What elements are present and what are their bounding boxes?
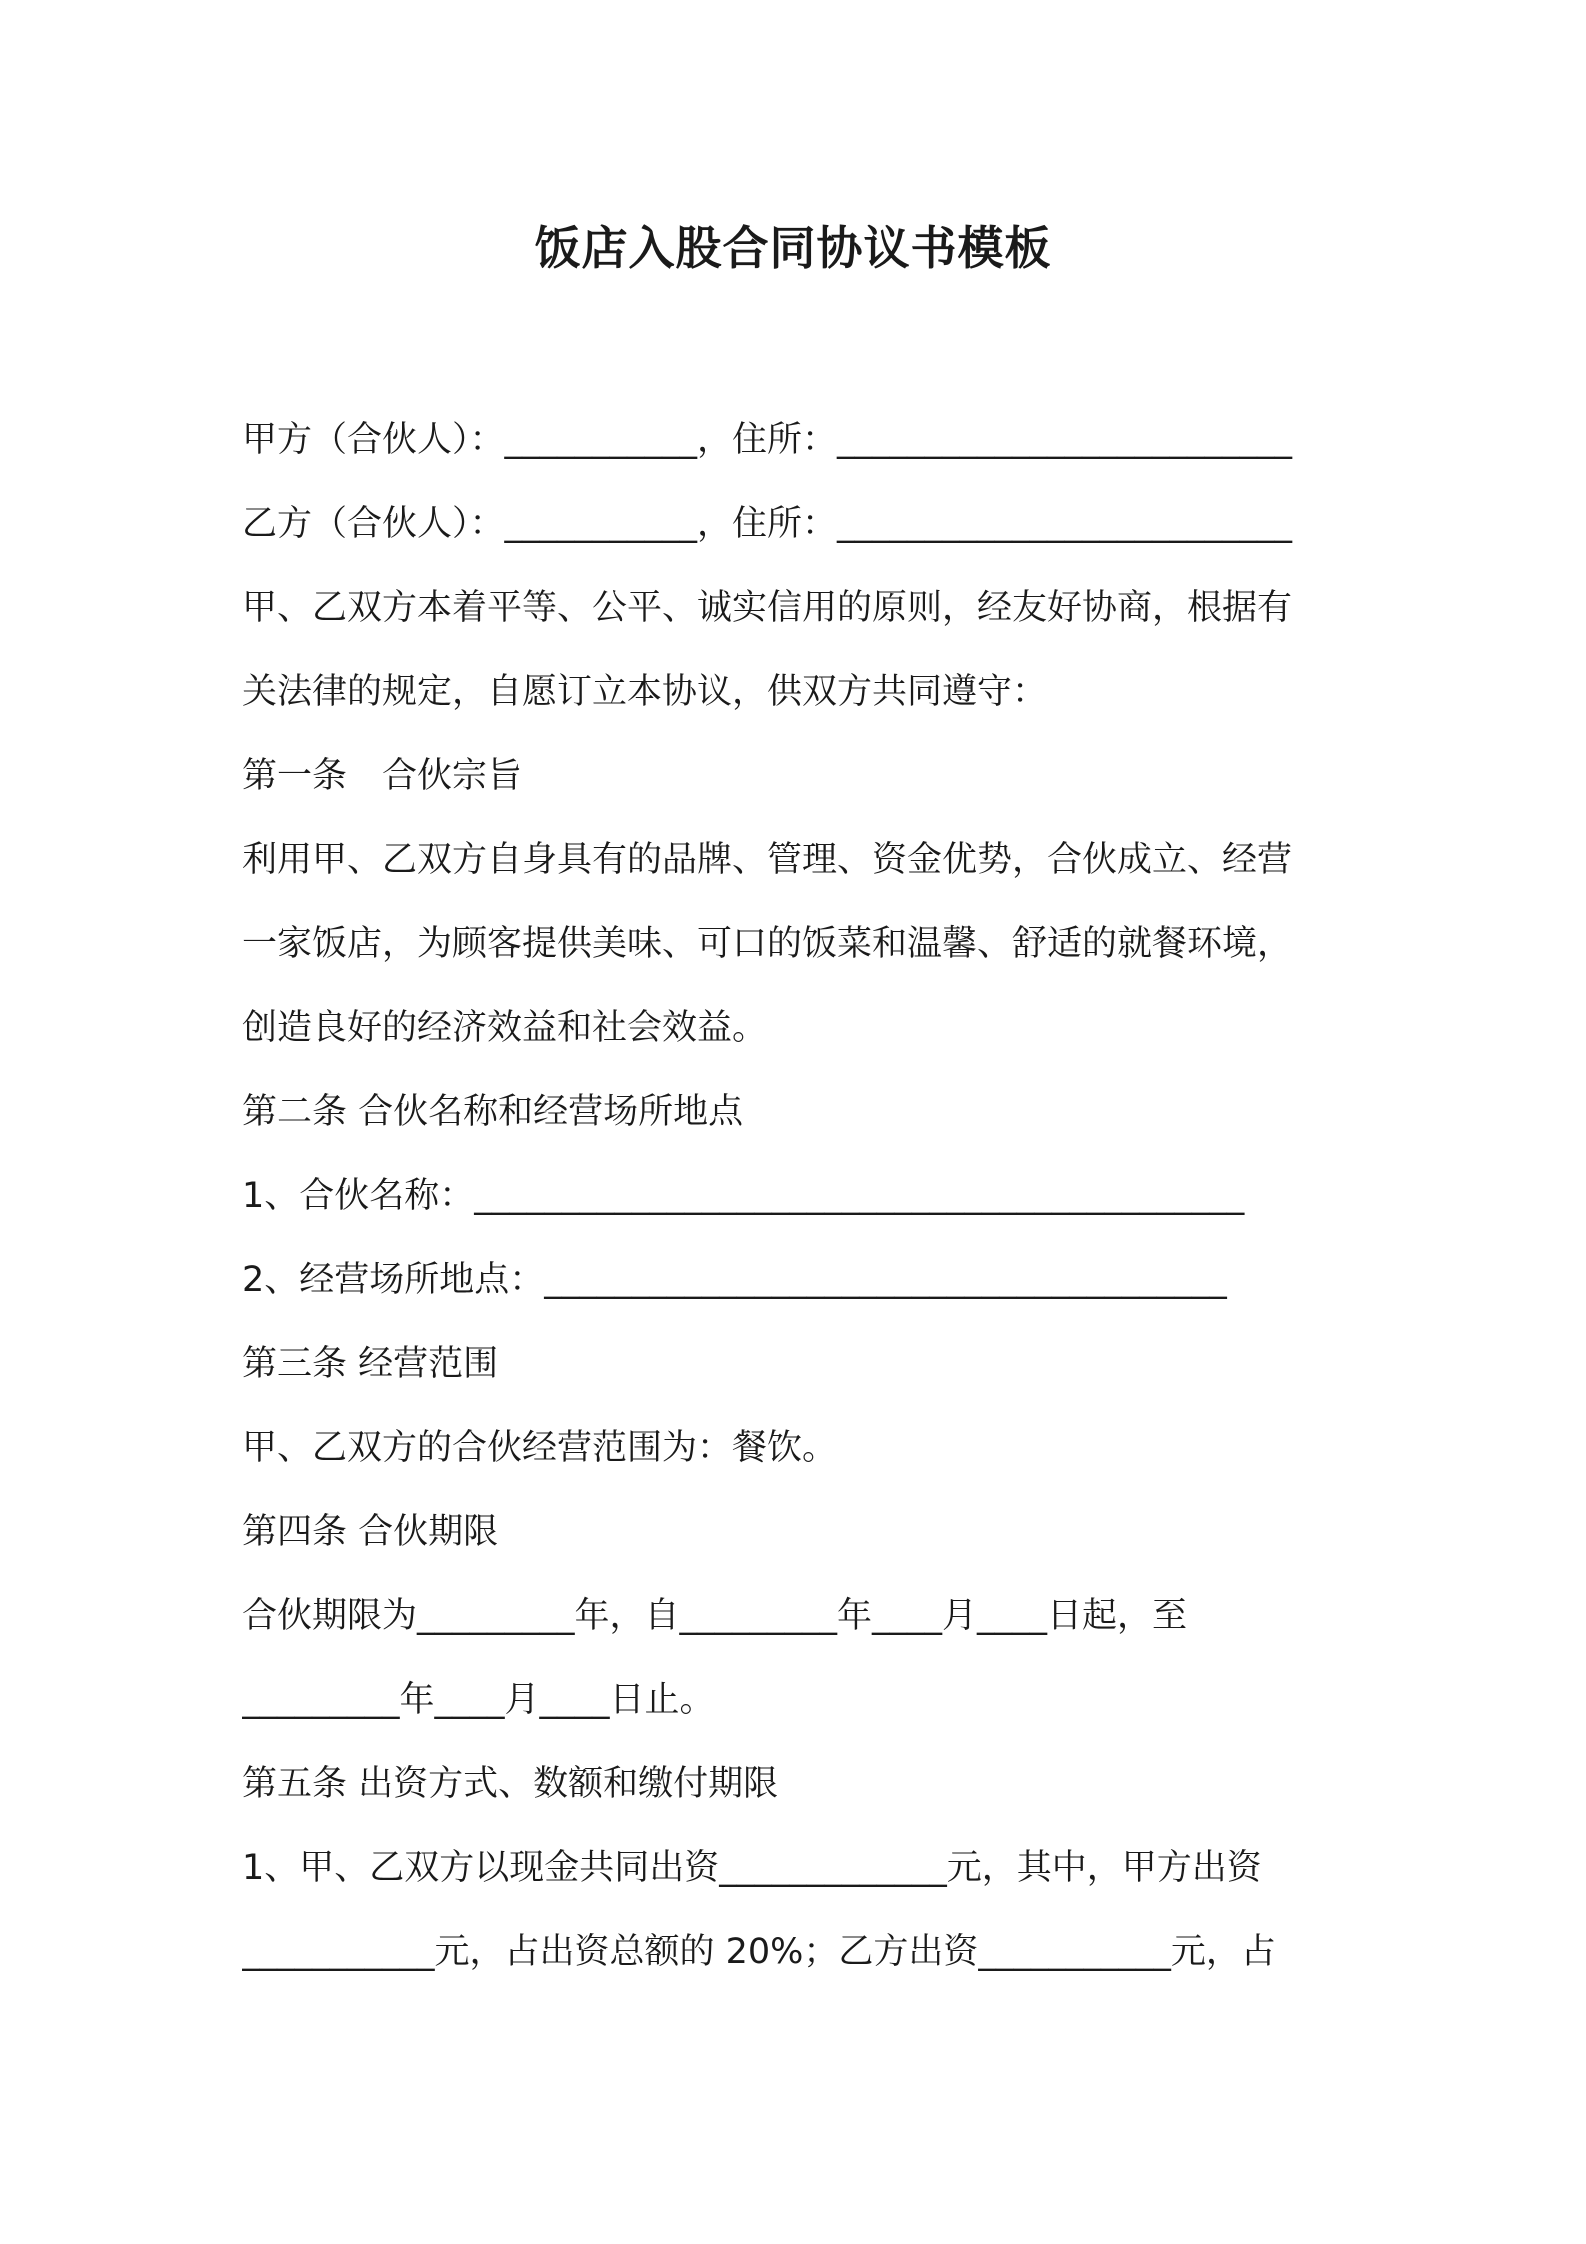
document-title: 饭店入股合同协议书模板 <box>534 221 1052 275</box>
preamble-line-2: 关法律的规定，自愿订立本协议，供双方共同遵守： <box>242 672 1048 712</box>
article-5-text-1: 1、甲、乙双方以现金共同出资_____________元，其中，甲方出资 <box>242 1848 1262 1888</box>
article-1-heading: 第一条 合伙宗旨 <box>242 756 523 796</box>
article-1-text-3: 创造良好的经济效益和社会效益。 <box>242 1008 768 1048</box>
article-2-item-1: 1、合伙名称：____________________________________________ <box>242 1176 1245 1216</box>
article-2-item-2: 2、经营场所地点：_______________________________________ <box>242 1260 1227 1300</box>
party-b-line: 乙方（合伙人）：___________，住所：__________________________ <box>242 504 1293 544</box>
article-1-text-1: 利用甲、乙双方自身具有的品牌、管理、资金优势，合伙成立、经营 <box>242 840 1293 880</box>
article-4-heading: 第四条 合伙期限 <box>242 1512 499 1552</box>
article-3-heading: 第三条 经营范围 <box>242 1344 499 1384</box>
party-a-line: 甲方（合伙人）：___________，住所：__________________________ <box>242 420 1293 460</box>
article-4-text-2: _________年____月____日止。 <box>242 1680 715 1720</box>
article-5-heading: 第五条 出资方式、数额和缴付期限 <box>242 1764 779 1804</box>
article-3-text: 甲、乙双方的合伙经营范围为：餐饮。 <box>242 1428 838 1468</box>
article-4-text-1: 合伙期限为_________年，自_________年____月____日起，至 <box>242 1596 1188 1636</box>
article-2-heading: 第二条 合伙名称和经营场所地点 <box>242 1092 744 1132</box>
preamble-line-1: 甲、乙双方本着平等、公平、诚实信用的原则，经友好协商，根据有 <box>242 588 1293 628</box>
article-5-text-2: ___________元，占出资总额的 20%；乙方出资___________元，占 <box>242 1932 1276 1972</box>
article-1-text-2: 一家饭店，为顾客提供美味、可口的饭菜和温馨、舒适的就餐环境， <box>242 924 1293 964</box>
